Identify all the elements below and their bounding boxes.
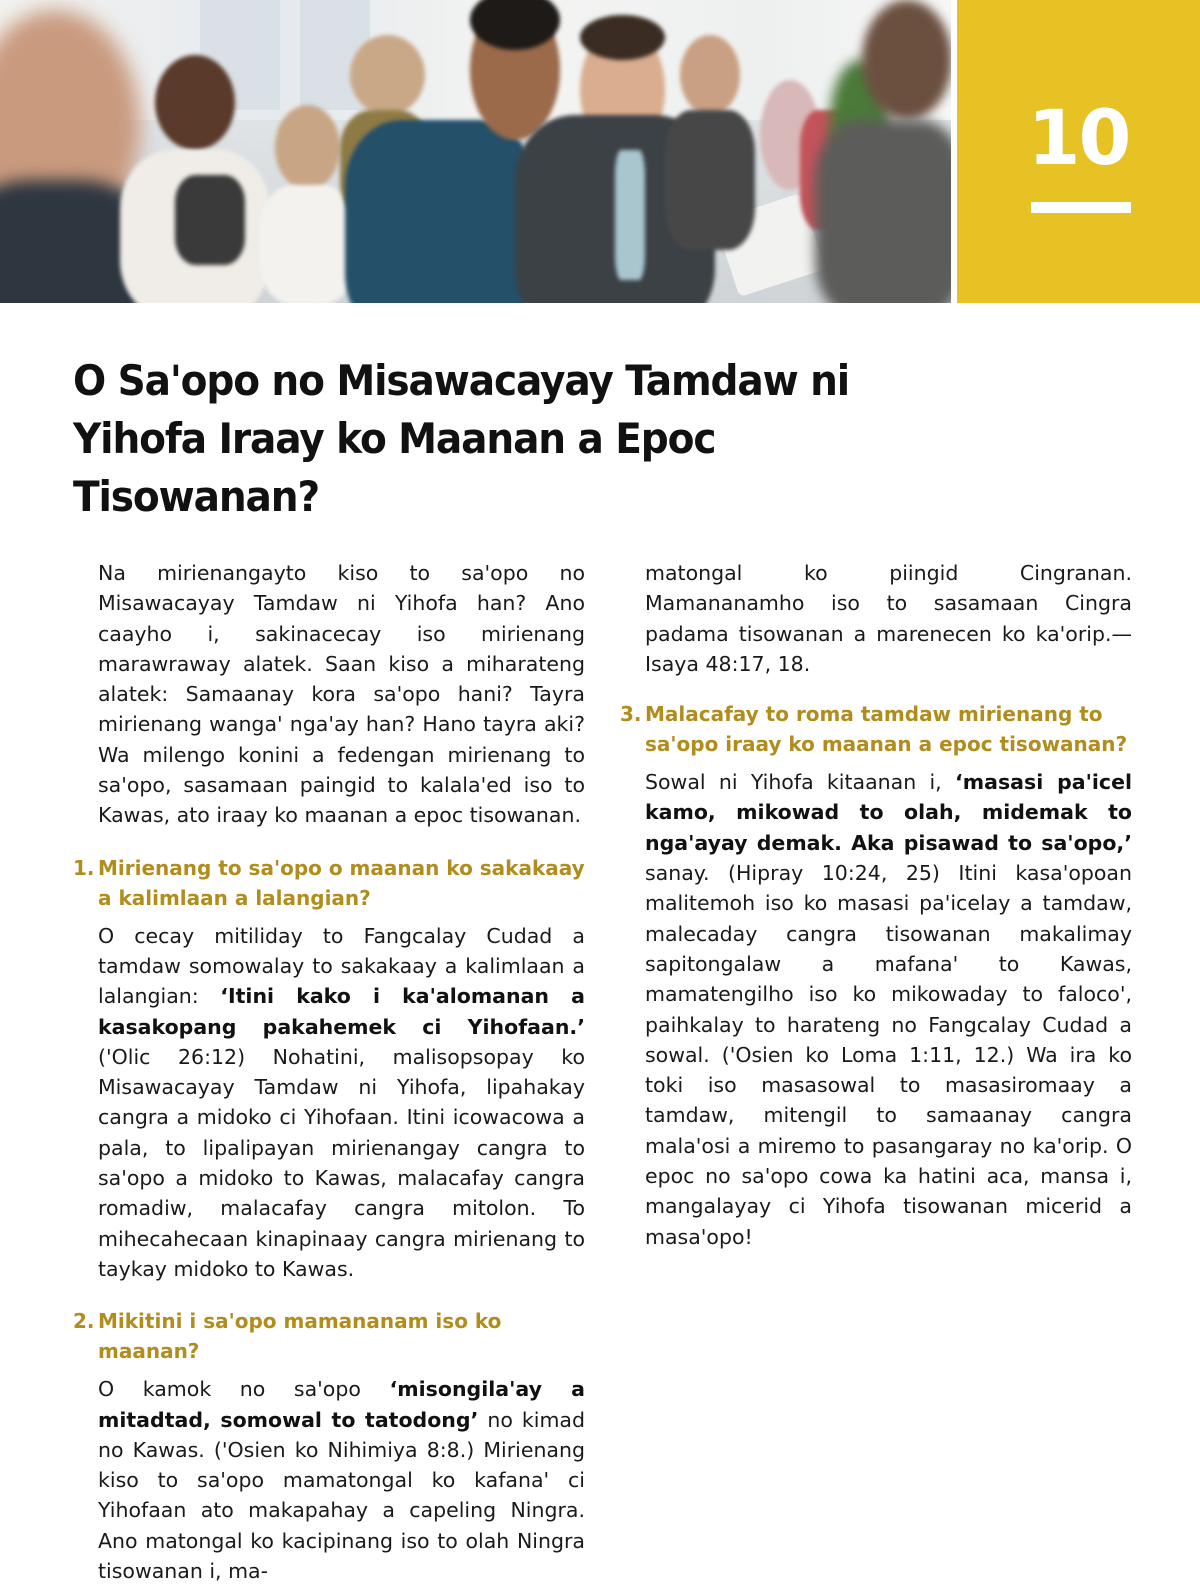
photo-person: [615, 150, 645, 280]
photo-person: [345, 120, 535, 303]
chapter-number: 10: [1027, 93, 1130, 182]
answer-text: O cecay mitiliday to Fangcalay Cudad a tamdaw somowalay to sakakaay a kalimlaan a lalangian:: [98, 923, 585, 1009]
question-number: 2.: [73, 1309, 95, 1334]
answer-text: ('Olic 26:12) Nohatini, malisopsopay ko Misawacayay Tamdaw ni Yihofa, lipahakay cangra a midoko ci Yihofaan. Itini icowacowa a pala, to lipalipayan mirienangay cangra to sa'opo a midoko to Kawas, malacafay cangra romadiw, malacafay cangra mitolon. To mihecahecaan kinapinaay cangra mirienang to taykay midoko to Kawas.: [98, 1044, 585, 1281]
photo-person: [260, 185, 355, 303]
photo-person: [580, 15, 665, 60]
photo-person: [350, 35, 425, 115]
question-text: Mirienang to sa'opo o maanan ko sakakaay a kalimlaan a lalangian?: [98, 855, 585, 910]
answer-text: no kimad no Kawas. ('Osien ko Nihimiya 8:8.) Mirienang kiso to sa'opo mamatongal ko kafana' ci Yihofaan ato makapahay a capeling Ningra. Ano matongal ko kacipinang iso to olah Ningra tisowanan i, ma-: [98, 1407, 585, 1584]
question-text: Malacafay to roma tamdaw mirienang to sa'opo iraay ko maanan a epoc tisowanan?: [645, 702, 1128, 757]
scripture-quote: ‘masasi pa'icel kamo, mikowad to olah, midemak to nga'ayay demak. Aka pisawad to sa'opo,’: [645, 770, 1133, 855]
question-3: [620, 699, 1132, 759]
question-2: [73, 1306, 585, 1366]
scripture-quote: ‘misongila'ay a mitadtad, somowal to tatodong’: [98, 1377, 585, 1432]
photo-person: [175, 175, 245, 265]
left-column: [73, 558, 585, 1586]
question-text: Mikitini i sa'opo mamananam iso ko maanan?: [98, 1309, 502, 1364]
header-photo: [0, 0, 951, 303]
page-title: O Sa'opo no Misawacayay Tamdaw ni Yihofa Iraay ko Maanan a Epoc Tisowanan?: [73, 356, 850, 521]
scripture-quote: ‘Itini kako i ka'alomanan a kasakopang pakahemek ci Yihofaan.’: [98, 984, 585, 1039]
photo-person: [862, 0, 951, 120]
photo-person: [275, 105, 340, 190]
answer-text: sanay. (Hipray 10:24, 25) Itini kasa'opoan malitemoh iso ko masasi pa'icelay a tamdaw, malecaday cangra tisowanan makalimay sapitongalaw a mafana' to Kawas, mamatengilho iso ko mikowaday to faloco', paihkalay to harateng no Fangcalay Cudad a sowal. ('Osien ko Loma 1:11, 12.) Wa ira ko toki iso masasowal to masasiromaay a tamdaw, mitengil to samaanay cangra mala'osi a miremo to pasangaray no ka'orip. O epoc no sa'opo cowa ka hatini aca, mansa i, mangalayay ci Yihofa tisowanan micerid a masa'opo!: [645, 861, 1132, 1249]
answer-paragraph-1: [98, 921, 585, 1285]
question-number: 3.: [620, 702, 642, 727]
answer-text: Sowal ni Yihofa kitaanan i,: [645, 770, 955, 795]
question-1: [73, 853, 585, 913]
intro-paragraph: Na mirienangayto kiso to sa'opo no Misawacayay Tamdaw ni Yihofa han? Ano caayho i, sakinacecay iso mirienang marawraway alatek. Saan kiso a miharateng alatek: Samaanay kora sa'opo hani? Tayra mirienang wanga' nga'ay han? Hano tayra aki? Wa milengo konini a fedengan mirienang to sa'opo, sasamaan paingid to kalala'ed iso to Kawas, ato iraay ko maanan a epoc tisowanan.: [98, 561, 585, 828]
answer-paragraph-2: [98, 1374, 585, 1586]
question-number: 1.: [73, 855, 95, 880]
chapter-number-underline: [1031, 202, 1131, 213]
photo-person: [665, 110, 755, 250]
chapter-number-block: [957, 0, 1200, 303]
right-column: [620, 558, 1132, 1252]
answer-text: O kamok no sa'opo: [98, 1377, 390, 1402]
answer-paragraph-3: [645, 767, 1132, 1252]
photo-person: [815, 120, 951, 303]
photo-person: [155, 55, 235, 150]
photo-person: [680, 35, 740, 115]
answer-paragraph-2-continued: matongal ko piingid Cingranan. Mamananamho iso to sasamaan Cingra padama tisowanan a marenecen ko ka'orip.—Isaya 48:17, 18.: [645, 561, 1132, 676]
